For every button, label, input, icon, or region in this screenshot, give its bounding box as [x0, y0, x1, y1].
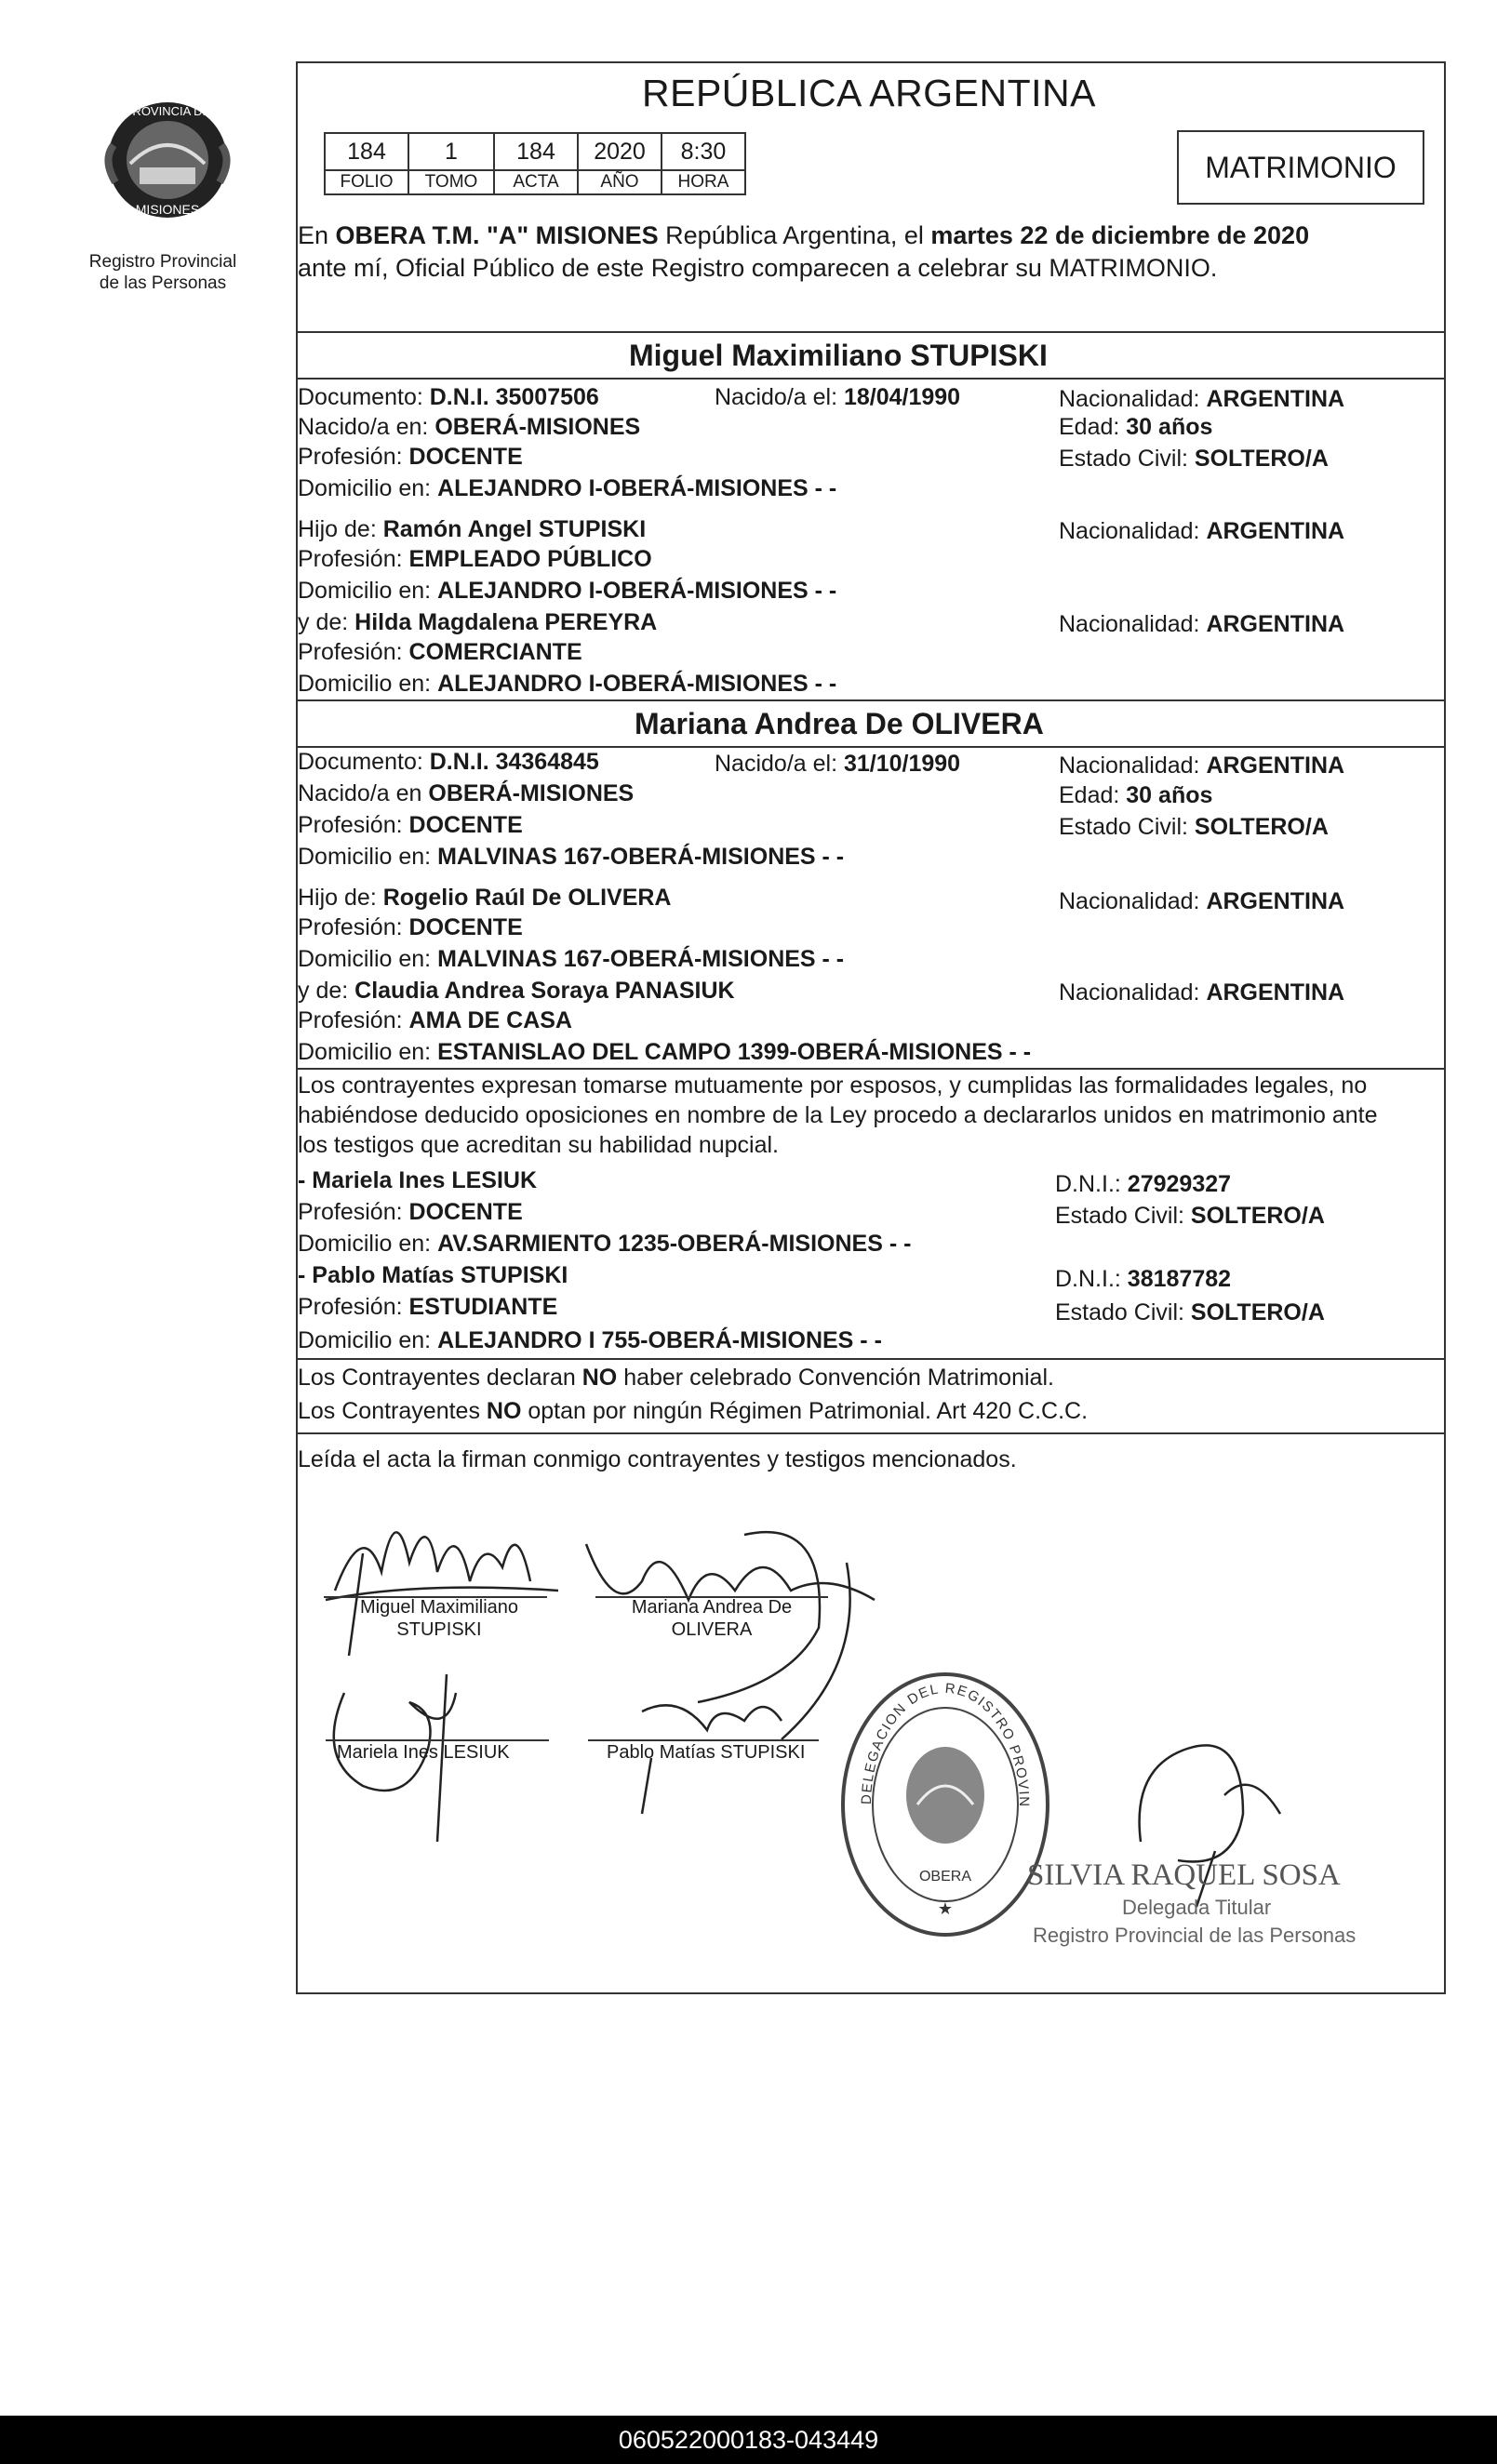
spouse1-mother-profession: Profesión: COMERCIANTE — [298, 639, 582, 665]
official-org: Registro Provincial de las Personas — [1033, 1924, 1357, 1947]
spouse1-mother: y de: Hilda Magdalena PEREYRA — [298, 609, 658, 635]
spouse2-document: Documento: D.N.I. 34364845 — [298, 749, 599, 775]
official-title: Delegada Titular — [1122, 1896, 1272, 1919]
spouse2-name: Mariana Andrea De OLIVERA — [635, 707, 1044, 740]
spouse2-mother-address: Domicilio en: ESTANISLAO DEL CAMPO 1399-OBERÁ-MISIONES - - — [298, 1039, 1032, 1065]
signature-scribbles — [307, 1479, 921, 1842]
spouse2-address: Domicilio en: MALVINAS 167-OBERÁ-MISIONES - - — [298, 844, 845, 870]
acta-label: ACTA — [494, 170, 578, 194]
spouse2-mother: y de: Claudia Andrea Soraya PANASIUK — [298, 978, 735, 1004]
divider — [296, 699, 1446, 701]
stamp-ring-text: DELEGACION DEL REGISTRO PROVIN — [858, 1680, 1033, 1808]
spouse2-mother-nationality: Nacionalidad: ARGENTINA — [1059, 979, 1345, 1006]
divider — [296, 378, 1446, 380]
spouse1-father-nationality: Nacionalidad: ARGENTINA — [1059, 518, 1345, 544]
svg-text:MISIONES: MISIONES — [135, 202, 200, 217]
hora-value: 8:30 — [662, 133, 745, 170]
spouse2-mother-profession: Profesión: AMA DE CASA — [298, 1007, 572, 1033]
ano-label: AÑO — [578, 170, 662, 194]
closing-statement: Leída el acta la firman conmigo contrayentes y testigos mencionados. — [298, 1446, 1017, 1472]
spouse2-father: Hijo de: Rogelio Raúl De OLIVERA — [298, 885, 672, 911]
spouse2-age: Edad: 30 años — [1059, 782, 1213, 808]
spouse1-name: Miguel Maximiliano STUPISKI — [629, 339, 1048, 372]
spouse2-birthplace: Nacido/a en OBERÁ-MISIONES — [298, 780, 635, 806]
signature-caption-spouse2: Mariana Andrea De OLIVERA — [631, 1597, 793, 1640]
witness1-dni: D.N.I.: 27929327 — [1055, 1171, 1232, 1197]
declaration-line-2: habiéndose deducido oposiciones en nombre de la Ley procedo a declararlos unidos en matrimonio ante — [298, 1102, 1378, 1128]
spouse1-mother-address: Domicilio en: ALEJANDRO I-OBERÁ-MISIONES - - — [298, 671, 837, 697]
witness2-profession: Profesión: ESTUDIANTE — [298, 1294, 558, 1320]
divider — [296, 1432, 1446, 1434]
tomo-label: TOMO — [408, 170, 494, 194]
folio-value: 184 — [325, 133, 408, 170]
divider — [296, 1358, 1446, 1360]
witness2-address: Domicilio en: ALEJANDRO I 755-OBERÁ-MISIONES - - — [298, 1327, 882, 1353]
spouse1-mother-nationality: Nacionalidad: ARGENTINA — [1059, 611, 1345, 637]
spouse2-father-address: Domicilio en: MALVINAS 167-OBERÁ-MISIONES - - — [298, 946, 845, 972]
declaration-line-3: los testigos que acreditan su habilidad nupcial. — [298, 1132, 780, 1158]
spouse1-birthdate: Nacido/a el: 18/04/1990 — [715, 384, 961, 410]
spouse1-father: Hijo de: Ramón Angel STUPISKI — [298, 516, 647, 542]
spouse1-father-profession: Profesión: EMPLEADO PÚBLICO — [298, 546, 652, 572]
spouse1-father-address: Domicilio en: ALEJANDRO I-OBERÁ-MISIONES - - — [298, 578, 837, 604]
spouse1-address: Domicilio en: ALEJANDRO I-OBERÁ-MISIONES - - — [298, 475, 837, 501]
signature-caption-witness2: Pablo Matías STUPISKI — [607, 1742, 806, 1763]
signature-caption-spouse1: Miguel Maximiliano STUPISKI — [359, 1597, 519, 1640]
tomo-value: 1 — [408, 133, 494, 170]
country-title: REPÚBLICA ARGENTINA — [642, 72, 1096, 114]
provincial-seal-logo — [93, 89, 242, 229]
spouse2-nationality: Nacionalidad: ARGENTINA — [1059, 753, 1345, 779]
spouse2-civil-status: Estado Civil: SOLTERO/A — [1059, 814, 1329, 840]
official-name: SILVIA RAQUEL SOSA — [1027, 1858, 1341, 1892]
spouse1-birthplace: Nacido/a en: OBERÁ-MISIONES — [298, 414, 641, 440]
regime-statement: Los Contrayentes NO optan por ningún Régimen Patrimonial. Art 420 C.C.C. — [298, 1398, 1089, 1424]
spouse2-birthdate: Nacido/a el: 31/10/1990 — [715, 751, 961, 777]
folio-label: FOLIO — [325, 170, 408, 194]
divider — [296, 1068, 1446, 1070]
spouse1-age: Edad: 30 años — [1059, 414, 1213, 440]
witness2-name: - Pablo Matías STUPISKI — [298, 1262, 568, 1288]
intro-line-2: ante mí, Oficial Público de este Registro comparecen a celebrar su MATRIMONIO. — [298, 254, 1218, 282]
hora-label: HORA — [662, 170, 745, 194]
signature-caption-witness1: Mariela Ines LESIUK — [337, 1742, 510, 1763]
spouse1-profession: Profesión: DOCENTE — [298, 444, 523, 470]
witness2-dni: D.N.I.: 38187782 — [1055, 1266, 1232, 1292]
witness1-profession: Profesión: DOCENTE — [298, 1199, 523, 1225]
declaration-line-1: Los contrayentes expresan tomarse mutuamente por esposos, y cumplidas las formalidades legales, no — [298, 1072, 1368, 1099]
acta-value: 184 — [494, 133, 578, 170]
witness1-civil-status: Estado Civil: SOLTERO/A — [1055, 1203, 1325, 1229]
spouse2-father-profession: Profesión: DOCENTE — [298, 914, 523, 940]
spouse1-civil-status: Estado Civil: SOLTERO/A — [1059, 446, 1329, 472]
spouse1-document: Documento: D.N.I. 35007506 — [298, 384, 599, 410]
registry-name: Registro Provincial de las Personas — [88, 252, 237, 293]
act-type-badge: MATRIMONIO — [1177, 130, 1424, 205]
official-stamp — [834, 1665, 1057, 1944]
svg-text:★: ★ — [937, 1899, 954, 1918]
intro-line-1: En OBERA T.M. "A" MISIONES República Argentina, el martes 22 de diciembre de 2020 — [298, 221, 1310, 249]
registry-table — [324, 132, 746, 195]
spouse2-profession: Profesión: DOCENTE — [298, 812, 523, 838]
svg-text:PROVINCIA DE: PROVINCIA DE — [124, 104, 211, 118]
divider — [296, 331, 1446, 333]
witness1-name: - Mariela Ines LESIUK — [298, 1167, 538, 1193]
ano-value: 2020 — [578, 133, 662, 170]
witness1-address: Domicilio en: AV.SARMIENTO 1235-OBERÁ-MISIONES - - — [298, 1231, 912, 1257]
spouse2-father-nationality: Nacionalidad: ARGENTINA — [1059, 888, 1345, 914]
convention-statement: Los Contrayentes declaran NO haber celebrado Convención Matrimonial. — [298, 1365, 1054, 1391]
document-code-footer: 060522000183-043449 — [0, 2416, 1497, 2464]
spouse1-nationality: Nacionalidad: ARGENTINA — [1059, 386, 1345, 412]
stamp-bottom-text: OBERA — [918, 1869, 972, 1885]
witness2-civil-status: Estado Civil: SOLTERO/A — [1055, 1299, 1325, 1325]
